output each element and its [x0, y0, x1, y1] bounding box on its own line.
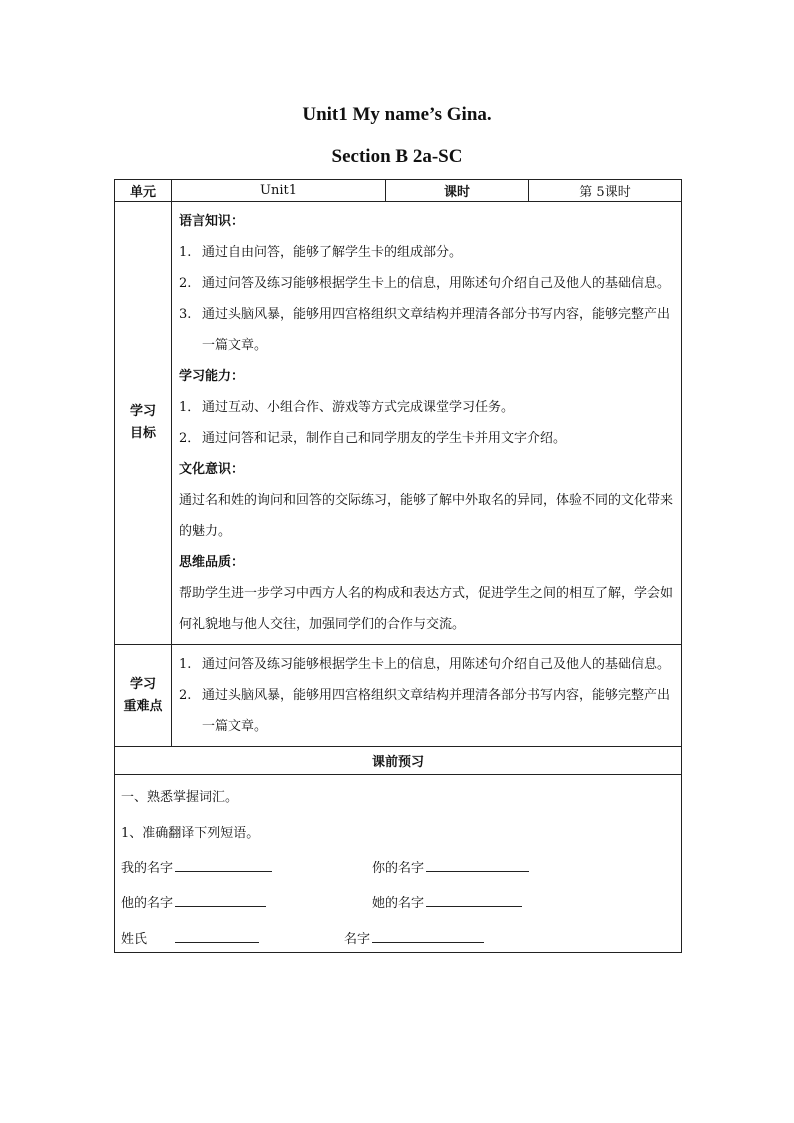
language-heading: 语言知识：	[179, 214, 245, 229]
answer-blank[interactable]	[175, 929, 259, 943]
period-label: 课时	[386, 180, 529, 202]
lesson-plan-table	[114, 179, 682, 953]
ability-heading: 学习能力：	[179, 369, 245, 384]
key-points-content	[172, 645, 682, 747]
phrase-his-name: 他的名字	[121, 892, 266, 911]
list-item: 2. 通过头脑风暴，能够用四宫格组织文章结构并理清各部分书写内容，能够完整产出一篇文章。	[179, 688, 671, 734]
phrase-my-name: 我的名字	[121, 857, 272, 876]
answer-blank[interactable]	[426, 893, 522, 907]
phrase-her-name: 她的名字	[372, 892, 522, 911]
preview-heading: 课前预习	[115, 747, 682, 775]
period-value: 第 5课时	[529, 180, 682, 202]
thinking-text: 帮助学生进一步学习中西方人名的构成和表达方式，促进学生之间的相互了解，学会如何礼貌地与他人交往，加强同学们的合作与交流。	[179, 586, 674, 632]
list-item: 1. 通过问答及练习能够根据学生卡上的信息，用陈述句介绍自己及他人的基础信息。	[179, 657, 671, 672]
answer-blank[interactable]	[175, 893, 266, 907]
thinking-heading: 思维品质：	[179, 555, 245, 570]
preview-heading-row	[115, 747, 682, 775]
list-item: 3. 通过头脑风暴，能够用四宫格组织文章结构并理清各部分书写内容，能够完整产出一篇文章。	[179, 307, 671, 353]
key-points-label: 学习 重难点	[115, 645, 172, 747]
unit-value: Unit1	[172, 180, 386, 202]
list-item: 2． 通过问答和记录，制作自己和同学朋友的学生卡并用文字介绍。	[179, 431, 567, 446]
phrase-your-name: 你的名字	[372, 857, 529, 876]
objectives-label: 学习 目标	[115, 202, 172, 645]
culture-text: 通过名和姓的询问和回答的交际练习，能够了解中外取名的异同，体验不同的文化带来的魅力。	[179, 493, 674, 539]
preview-section-title: 一、熟悉掌握词汇。	[121, 790, 239, 805]
phrase-given-name: 名字	[344, 928, 484, 947]
culture-heading: 文化意识：	[179, 462, 245, 477]
answer-blank[interactable]	[426, 858, 529, 872]
preview-content	[115, 775, 682, 953]
unit-label: 单元	[115, 180, 172, 202]
list-item: 1． 通过互动、小组合作、游戏等方式完成课堂学习任务。	[179, 400, 515, 415]
document-title: Unit1 My name’s Gina.	[302, 104, 492, 125]
answer-blank[interactable]	[175, 858, 272, 872]
preview-task: 1、准确翻译下列短语。	[121, 826, 260, 841]
answer-blank[interactable]	[372, 929, 484, 943]
phrase-surname: 姓氏	[121, 928, 259, 947]
header-row	[115, 180, 682, 202]
objectives-row	[115, 202, 682, 645]
list-item: 1. 通过自由问答，能够了解学生卡的组成部分。	[179, 245, 463, 260]
document-subtitle: Section B 2a-SC	[331, 146, 463, 167]
preview-row	[115, 775, 682, 953]
objectives-content	[172, 202, 682, 645]
key-points-row	[115, 645, 682, 747]
list-item: 2. 通过问答及练习能够根据学生卡上的信息，用陈述句介绍自己及他人的基础信息。	[179, 276, 671, 291]
